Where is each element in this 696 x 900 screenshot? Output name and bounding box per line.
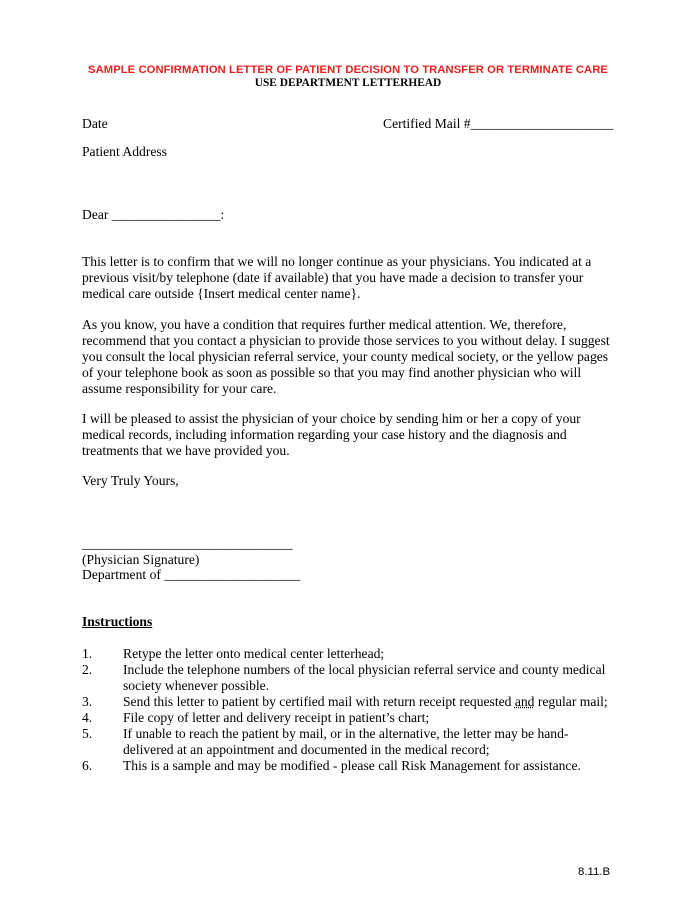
paragraph-line: recommend that you contact a physician to provide those services to you without delay. I suggest xyxy=(82,333,610,348)
list-item xyxy=(82,726,622,758)
salutation: Dear ________________: xyxy=(82,207,225,222)
list-text: Include the telephone numbers of the local physician referral service and county medical xyxy=(123,662,606,677)
list-number: 2. xyxy=(82,662,93,677)
document-title: SAMPLE CONFIRMATION LETTER OF PATIENT DECISION TO TRANSFER OR TERMINATE CARE xyxy=(88,64,608,76)
form-number: 8.11.B xyxy=(578,866,611,878)
closing: Very Truly Yours, xyxy=(82,473,179,488)
list-text-part: regular mail; xyxy=(534,694,608,709)
list-number: 6. xyxy=(82,758,93,773)
date-label: Date xyxy=(82,116,108,131)
list-text: If unable to reach the patient by mail, or in the alternative, the letter may be hand- xyxy=(123,726,569,741)
paragraph-line: medical records, including information regarding your case history and the diagnosis and xyxy=(82,427,567,442)
letterhead-note: USE DEPARTMENT LETTERHEAD xyxy=(254,77,442,89)
list-text-part: and xyxy=(514,694,535,709)
paragraph-line: This letter is to confirm that we will no longer continue as your physicians. You indicated at a xyxy=(82,254,592,269)
list-text: File copy of letter and delivery receipt in patient’s chart; xyxy=(123,710,430,725)
paragraph-line: As you know, you have a condition that requires further medical attention. We, therefore, xyxy=(82,317,567,332)
certified-mail-field: Certified Mail #_____________________ xyxy=(383,116,614,131)
paragraph-1 xyxy=(82,254,622,302)
instructions-list xyxy=(82,646,622,774)
list-text: society whenever possible. xyxy=(123,678,270,693)
paragraph-3 xyxy=(82,411,622,459)
paragraph-line: you consult the local physician referral service, your county medical society, or the yellow pages xyxy=(82,349,609,364)
paragraph-line: treatments that we have provided you. xyxy=(82,443,290,458)
paragraph-line: previous visit/by telephone (date if available) that you have made a decision to transfer your xyxy=(82,270,584,285)
list-text: This is a sample and may be modified - please call Risk Management for assistance. xyxy=(123,758,581,773)
list-number: 5. xyxy=(82,726,93,741)
signature-line: _______________________________ xyxy=(82,536,293,551)
paragraph-2 xyxy=(82,317,622,397)
list-item xyxy=(82,694,622,710)
list-text-part: Send this letter to patient by certified mail with return receipt requested xyxy=(123,694,515,709)
paragraph-line: medical care outside {Insert medical center name}. xyxy=(82,286,361,301)
list-text xyxy=(123,694,622,710)
instructions-heading: Instructions xyxy=(82,614,153,629)
list-number: 3. xyxy=(82,694,93,709)
list-text: delivered at an appointment and documented in the medical record; xyxy=(123,742,490,757)
department-field: Department of ____________________ xyxy=(82,567,301,582)
list-number: 4. xyxy=(82,710,93,725)
list-number: 1. xyxy=(82,646,93,661)
list-text: Retype the letter onto medical center letterhead; xyxy=(123,646,385,661)
list-item xyxy=(82,710,622,726)
paragraph-line: of your telephone book as soon as possible so that you may find another physician who will xyxy=(82,365,582,380)
paragraph-line: I will be pleased to assist the physician of your choice by sending him or her a copy of your xyxy=(82,411,581,426)
paragraph-line: assume responsibility for your care. xyxy=(82,381,277,396)
list-item xyxy=(82,758,622,774)
patient-address-label: Patient Address xyxy=(82,144,167,159)
list-item xyxy=(82,662,622,694)
signature-label: (Physician Signature) xyxy=(82,552,200,567)
list-item xyxy=(82,646,622,662)
